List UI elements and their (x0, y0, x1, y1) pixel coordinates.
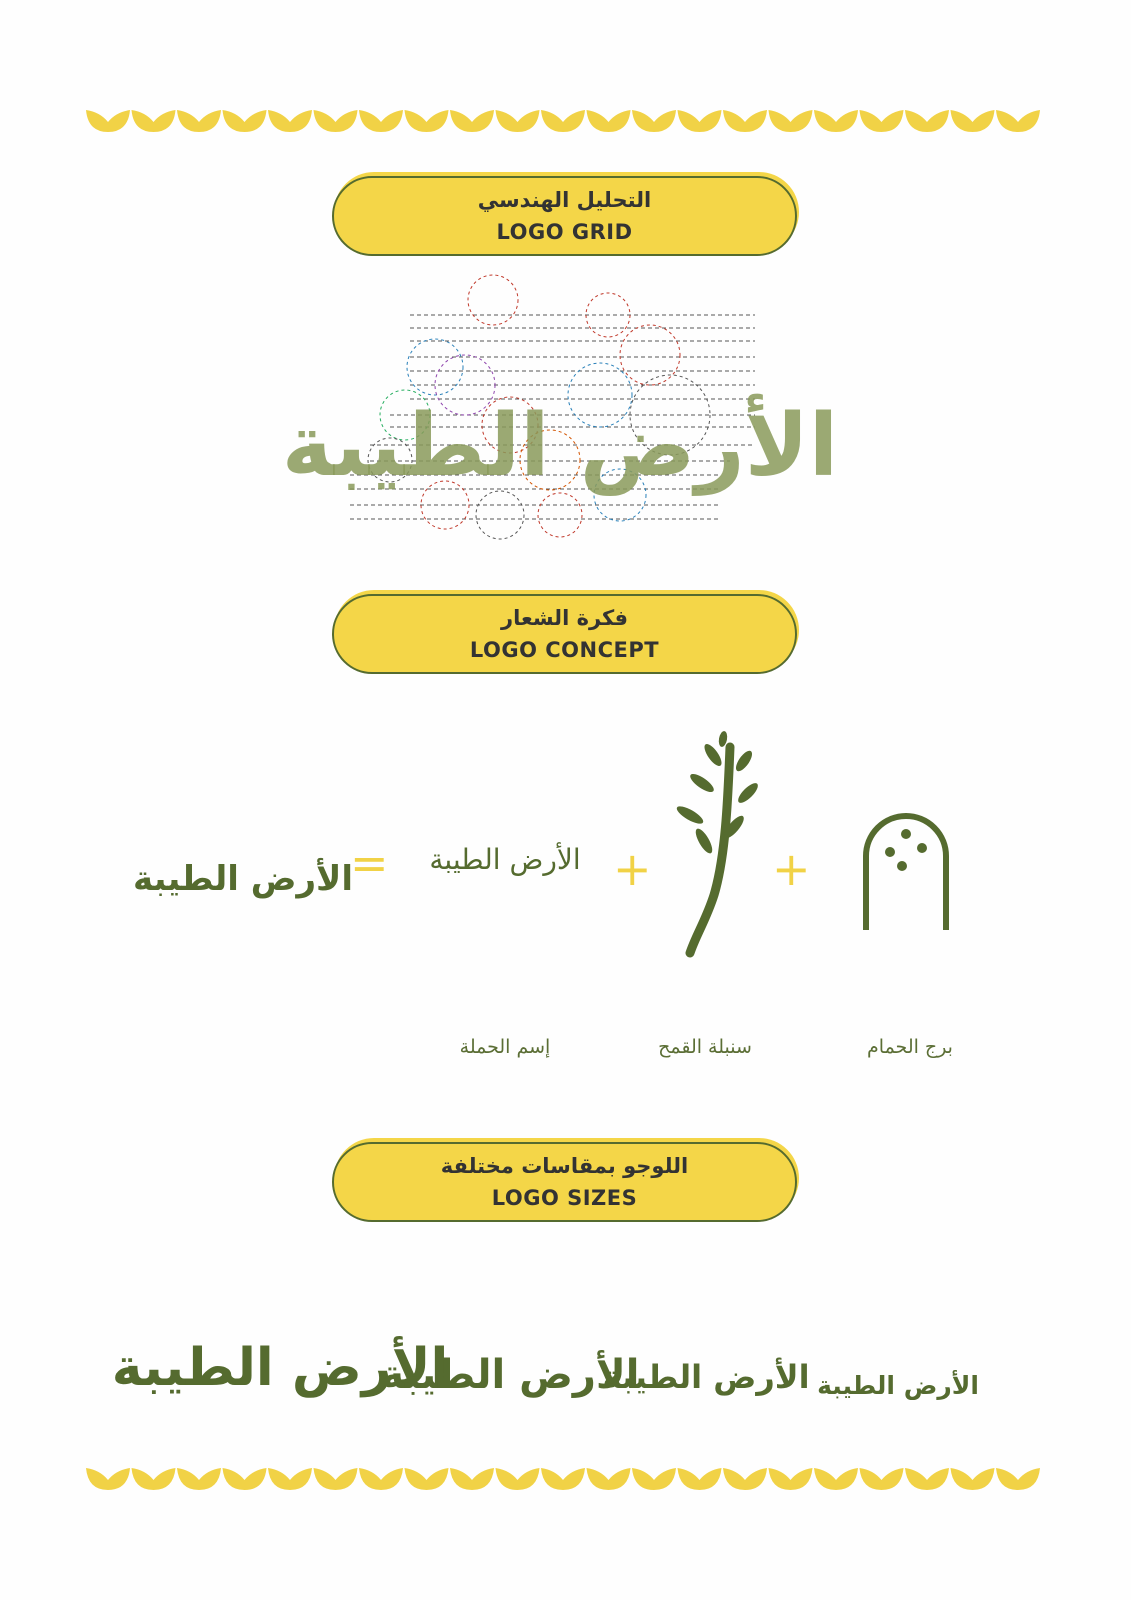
top-leaf-border (86, 106, 1046, 136)
leaf-ornament (723, 1468, 767, 1490)
logo-size-md (602, 1316, 810, 1426)
logo-size-xl (111, 1280, 449, 1430)
leaf-ornament (314, 1468, 358, 1490)
leaf-ornament (359, 1468, 403, 1490)
leaf-ornament (814, 1468, 858, 1490)
section-title-ar: اللوجو بمقاسات مختلفة (440, 1154, 689, 1178)
leaf-ornament (996, 110, 1040, 132)
leaf-ornament (678, 1468, 722, 1490)
logo-mark: الأرض الطيبة (602, 1358, 810, 1396)
section-title-en: LOGO CONCEPT (469, 638, 660, 662)
logo-size-sm (817, 1340, 979, 1430)
logo-grid-illustration (281, 275, 839, 555)
logo-mark: الأرض الطيبة (380, 1352, 640, 1398)
section-title-ar: فكرة الشعار (500, 606, 628, 630)
caption-tower: برج الحمام (867, 1036, 953, 1058)
concept-campaign-name: الأرض الطيبة (429, 843, 581, 876)
leaf-ornament (450, 110, 494, 132)
leaf-ornament (223, 110, 267, 132)
leaf-ornament (632, 1468, 676, 1490)
leaf-ornament (132, 110, 176, 132)
leaf-ornament (405, 110, 449, 132)
leaf-ornament (405, 1468, 449, 1490)
leaf-ornament (86, 110, 130, 132)
grid-logo-mark: الأرض الطيبة (281, 396, 839, 496)
leaf-ornament (905, 1468, 949, 1490)
leaf-ornament (86, 1468, 130, 1490)
leaf-ornament (177, 110, 221, 132)
logo-size-lg (380, 1300, 640, 1430)
leaf-ornament (860, 110, 904, 132)
leaf-ornament (678, 110, 722, 132)
leaf-ornament (223, 1468, 267, 1490)
bottom-leaf-border (86, 1464, 1046, 1494)
leaf-ornament (769, 1468, 813, 1490)
leaf-ornament (132, 1468, 176, 1490)
section-logo-sizes-header (332, 1142, 797, 1222)
plus-sign-1: + (613, 842, 652, 896)
caption-wheat: سنبلة القمح (658, 1036, 752, 1058)
concept-logo-mark: الأرض الطيبة (132, 859, 354, 899)
leaf-ornament (587, 1468, 631, 1490)
leaf-ornament (541, 110, 585, 132)
leaf-ornament (951, 1468, 995, 1490)
leaf-ornament (359, 110, 403, 132)
pigeon-tower-icon (860, 810, 952, 935)
section-title-ar: التحليل الهندسي (477, 188, 652, 212)
section-title-en: LOGO GRID (496, 220, 633, 244)
logo-mark: الأرض الطيبة (817, 1371, 979, 1400)
section-logo-grid-header (332, 176, 797, 256)
leaf-ornament (723, 110, 767, 132)
leaf-ornament (314, 110, 358, 132)
leaf-ornament (541, 1468, 585, 1490)
leaf-ornament (177, 1468, 221, 1490)
equals-sign: = (350, 836, 389, 890)
leaf-ornament (769, 110, 813, 132)
section-title-en: LOGO SIZES (491, 1186, 638, 1210)
leaf-ornament (268, 1468, 312, 1490)
leaf-ornament (951, 110, 995, 132)
leaf-ornament (268, 110, 312, 132)
concept-logo-result (132, 820, 354, 920)
logo-mark: الأرض الطيبة (111, 1338, 449, 1398)
caption-campaign-name: إسم الحملة (459, 1036, 551, 1058)
plus-sign-2: + (772, 842, 811, 896)
leaf-ornament (450, 1468, 494, 1490)
section-logo-concept-header (332, 594, 797, 674)
wheat-stalk-icon (668, 735, 758, 960)
leaf-ornament (632, 110, 676, 132)
leaf-ornament (814, 110, 858, 132)
leaf-ornament (496, 1468, 540, 1490)
leaf-ornament (587, 110, 631, 132)
leaf-ornament (496, 110, 540, 132)
leaf-ornament (996, 1468, 1040, 1490)
leaf-ornament (905, 110, 949, 132)
leaf-ornament (860, 1468, 904, 1490)
